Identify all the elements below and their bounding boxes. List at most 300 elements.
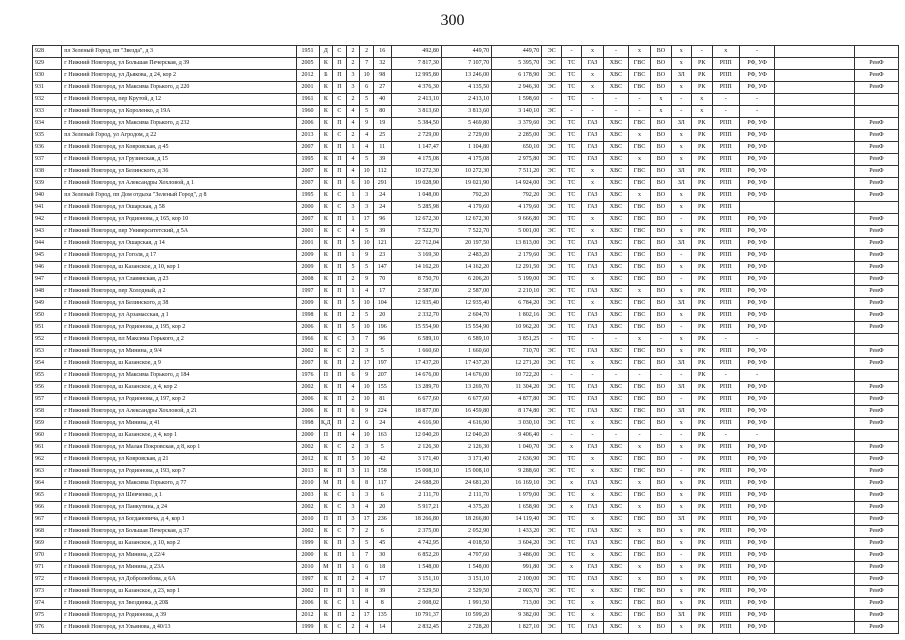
- cell-cold-water: ХВС: [603, 286, 628, 298]
- cell-cell-e: С: [333, 442, 347, 454]
- cell-reserve-fund: РФ, УФ: [739, 478, 775, 490]
- cell-residential-area: 1 979,00: [492, 490, 542, 502]
- cell-living-area: 7 107,70: [441, 58, 491, 70]
- cell-residential-area: 3 030,10: [492, 418, 542, 430]
- cell-heating: ТС: [562, 118, 582, 130]
- cell-total-area: 18 266,80: [391, 514, 441, 526]
- cell-gas: ГАЗ: [581, 478, 603, 490]
- cell-heating: ТС: [562, 166, 582, 178]
- cell-reserve-fund: РФ, УФ: [739, 298, 775, 310]
- cell-floors: 10: [360, 454, 374, 466]
- cell-row-number: 928: [33, 46, 62, 58]
- cell-blank: [775, 82, 854, 94]
- cell-gas: х: [581, 514, 603, 526]
- cell-year-built: 2000: [296, 202, 319, 214]
- cell-entrances: 6: [346, 478, 360, 490]
- cell-repair-plan: РПП: [712, 322, 739, 334]
- cell-apartments: 20: [373, 310, 391, 322]
- cell-garbage-chute: х: [671, 346, 691, 358]
- cell-apartments: 5: [373, 346, 391, 358]
- cell-heating: ТС: [562, 346, 582, 358]
- cell-gas: ГАЗ: [581, 442, 603, 454]
- cell-gas: х: [581, 298, 603, 310]
- cell-heating: ТС: [562, 394, 582, 406]
- cell-garbage-chute: ЗЛ: [671, 298, 691, 310]
- cell-year-built: 2002: [296, 442, 319, 454]
- cell-power-supply: ЭС: [542, 502, 562, 514]
- cell-cell-e: П: [333, 406, 347, 418]
- cell-cell-d: К: [319, 130, 333, 142]
- cell-reserve-fund: РФ, УФ: [739, 142, 775, 154]
- cell-cell-d: К: [319, 94, 333, 106]
- cell-garbage-chute: -: [671, 106, 691, 118]
- cell-living-area: 1 991,50: [441, 598, 491, 610]
- cell-address: г Нижний Новгород, ул Максима Горького, д 220: [62, 82, 296, 94]
- cell-power-supply: ЭС: [542, 610, 562, 622]
- cell-garbage-chute: ЗЛ: [671, 358, 691, 370]
- cell-roofing: РК: [691, 442, 712, 454]
- cell-living-area: 12 040,20: [441, 430, 491, 442]
- cell-power-supply: ЭС: [542, 106, 562, 118]
- cell-garbage-chute: х: [671, 502, 691, 514]
- cell-blank: [775, 118, 854, 130]
- cell-living-area: 2 604,70: [441, 310, 491, 322]
- cell-address: г Нижний Новгород, ул Максима Горького, д 77: [62, 478, 296, 490]
- table-body: [33, 46, 899, 634]
- cell-blank: [775, 394, 854, 406]
- cell-repair-fund: РемФ: [854, 310, 898, 322]
- cell-floors: 9: [360, 406, 374, 418]
- cell-heating: ТС: [562, 466, 582, 478]
- cell-living-area: 5 469,80: [441, 118, 491, 130]
- cell-living-area: 4 135,50: [441, 82, 491, 94]
- cell-power-supply: ЭС: [542, 142, 562, 154]
- cell-cell-e: П: [333, 574, 347, 586]
- cell-hot-water: -: [629, 94, 651, 106]
- cell-cold-water: ХВС: [603, 598, 628, 610]
- cell-repair-plan: РПП: [712, 478, 739, 490]
- cell-repair-fund: РемФ: [854, 262, 898, 274]
- cell-floors: 10: [360, 166, 374, 178]
- cell-cold-water: ХВС: [603, 322, 628, 334]
- cell-year-built: 2009: [296, 262, 319, 274]
- cell-repair-plan: РПП: [712, 190, 739, 202]
- cell-year-built: 2006: [296, 598, 319, 610]
- cell-floors: 4: [360, 142, 374, 154]
- cell-address: г Нижний Новгород, ул Звездинка, д 20Б: [62, 598, 296, 610]
- cell-hot-water: -: [629, 106, 651, 118]
- cell-repair-plan: -: [712, 370, 739, 382]
- cell-entrances: 2: [346, 58, 360, 70]
- cell-cold-water: ХВС: [603, 574, 628, 586]
- table-row: [33, 466, 899, 478]
- cell-entrances: 3: [346, 538, 360, 550]
- cell-sewerage: х: [650, 106, 671, 118]
- table-row: [33, 322, 899, 334]
- cell-cell-d: К: [319, 178, 333, 190]
- cell-address: г Нижний Новгород, ш Казанское, д 10, кор 1: [62, 262, 296, 274]
- cell-total-area: 1 660,60: [391, 346, 441, 358]
- cell-total-area: 3 171,40: [391, 454, 441, 466]
- cell-entrances: 2: [346, 94, 360, 106]
- cell-year-built: 2007: [296, 358, 319, 370]
- cell-gas: х: [581, 214, 603, 226]
- cell-entrances: 4: [346, 382, 360, 394]
- cell-floors: 2: [360, 526, 374, 538]
- cell-cell-e: П: [333, 394, 347, 406]
- cell-cell-e: П: [333, 358, 347, 370]
- cell-sewerage: ВО: [650, 454, 671, 466]
- cell-gas: -: [581, 334, 603, 346]
- cell-gas: ГАЗ: [581, 322, 603, 334]
- cell-blank: [775, 262, 854, 274]
- cell-hot-water: х: [629, 502, 651, 514]
- cell-heating: ТС: [562, 610, 582, 622]
- cell-entrances: 3: [346, 82, 360, 94]
- cell-entrances: 1: [346, 250, 360, 262]
- cell-repair-plan: РПП: [712, 250, 739, 262]
- cell-sewerage: ВО: [650, 610, 671, 622]
- cell-cell-e: С: [333, 130, 347, 142]
- cell-roofing: РК: [691, 610, 712, 622]
- cell-floors: 7: [360, 550, 374, 562]
- cell-row-number: 957: [33, 394, 62, 406]
- cell-apartments: 121: [373, 238, 391, 250]
- cell-heating: ТС: [562, 334, 582, 346]
- cell-heating: ТС: [562, 214, 582, 226]
- cell-power-supply: ЭС: [542, 250, 562, 262]
- cell-total-area: 24 688,20: [391, 478, 441, 490]
- cell-repair-plan: РПП: [712, 118, 739, 130]
- cell-floors: 10: [360, 322, 374, 334]
- cell-cell-d: К: [319, 202, 333, 214]
- cell-address: г Нижний Новгород, ул Ошарская, д 14: [62, 238, 296, 250]
- cell-hot-water: -: [629, 370, 651, 382]
- cell-cold-water: ХВС: [603, 58, 628, 70]
- cell-heating: х: [562, 562, 582, 574]
- cell-cell-e: С: [333, 502, 347, 514]
- cell-reserve-fund: -: [739, 334, 775, 346]
- cell-heating: ТС: [562, 514, 582, 526]
- cell-total-area: 12 040,20: [391, 430, 441, 442]
- cell-blank: [775, 442, 854, 454]
- cell-repair-plan: РПП: [712, 394, 739, 406]
- cell-living-area: 792,20: [441, 190, 491, 202]
- cell-total-area: 492,80: [391, 46, 441, 58]
- cell-cell-d: М: [319, 562, 333, 574]
- cell-repair-fund: РемФ: [854, 154, 898, 166]
- cell-living-area: 20 197,50: [441, 238, 491, 250]
- cell-heating: ТС: [562, 238, 582, 250]
- cell-power-supply: ЭС: [542, 226, 562, 238]
- table-row: [33, 274, 899, 286]
- cell-row-number: 931: [33, 82, 62, 94]
- cell-gas: х: [581, 46, 603, 58]
- cell-blank: [775, 502, 854, 514]
- cell-cell-e: П: [333, 310, 347, 322]
- cell-entrances: 2: [346, 610, 360, 622]
- cell-repair-plan: РПП: [712, 346, 739, 358]
- cell-living-area: 6 206,20: [441, 274, 491, 286]
- cell-garbage-chute: х: [671, 130, 691, 142]
- cell-residential-area: 10 962,20: [492, 322, 542, 334]
- cell-garbage-chute: ЗЛ: [671, 610, 691, 622]
- cell-blank: [775, 466, 854, 478]
- cell-entrances: 1: [346, 214, 360, 226]
- cell-blank: [775, 574, 854, 586]
- cell-floors: 5: [360, 538, 374, 550]
- cell-hot-water: ГВС: [629, 598, 651, 610]
- cell-floors: 5: [360, 226, 374, 238]
- cell-sewerage: ВО: [650, 262, 671, 274]
- cell-row-number: 942: [33, 214, 62, 226]
- cell-address: г Нижний Новгород, ул Родионова, д 195, кор 2: [62, 322, 296, 334]
- cell-total-area: 2 413,10: [391, 94, 441, 106]
- cell-row-number: 930: [33, 70, 62, 82]
- cell-entrances: 2: [346, 442, 360, 454]
- cell-blank: [775, 202, 854, 214]
- cell-residential-area: 3 379,60: [492, 118, 542, 130]
- cell-living-area: 3 171,40: [441, 454, 491, 466]
- cell-cold-water: ХВС: [603, 514, 628, 526]
- cell-floors: 3: [360, 202, 374, 214]
- cell-year-built: 2009: [296, 298, 319, 310]
- cell-sewerage: ВО: [650, 298, 671, 310]
- table-row: [33, 130, 899, 142]
- cell-apartments: 236: [373, 514, 391, 526]
- cell-apartments: 5: [373, 442, 391, 454]
- cell-repair-plan: РПП: [712, 70, 739, 82]
- cell-year-built: 2005: [296, 58, 319, 70]
- cell-year-built: 2012: [296, 454, 319, 466]
- cell-reserve-fund: РФ, УФ: [739, 322, 775, 334]
- table-row: [33, 382, 899, 394]
- cell-cold-water: ХВС: [603, 586, 628, 598]
- cell-cold-water: -: [603, 94, 628, 106]
- cell-gas: х: [581, 418, 603, 430]
- cell-repair-fund: РемФ: [854, 190, 898, 202]
- cell-repair-fund: [854, 202, 898, 214]
- cell-cell-d: К: [319, 214, 333, 226]
- cell-year-built: 1997: [296, 574, 319, 586]
- cell-garbage-chute: -: [671, 274, 691, 286]
- cell-power-supply: ЭС: [542, 418, 562, 430]
- cell-floors: 4: [360, 502, 374, 514]
- cell-heating: ТС: [562, 586, 582, 598]
- table-row: [33, 526, 899, 538]
- cell-entrances: 2: [346, 622, 360, 634]
- cell-year-built: 2002: [296, 382, 319, 394]
- cell-hot-water: ГВС: [629, 346, 651, 358]
- cell-sewerage: ВО: [650, 574, 671, 586]
- cell-cell-d: П: [319, 586, 333, 598]
- cell-cold-water: ХВС: [603, 70, 628, 82]
- cell-heating: ТС: [562, 298, 582, 310]
- cell-living-area: 19 021,90: [441, 178, 491, 190]
- cell-cold-water: ХВС: [603, 250, 628, 262]
- cell-cell-d: К: [319, 118, 333, 130]
- cell-residential-area: 1 827,10: [492, 622, 542, 634]
- cell-residential-area: 8 174,80: [492, 406, 542, 418]
- cell-cell-d: М: [319, 478, 333, 490]
- cell-reserve-fund: РФ, УФ: [739, 262, 775, 274]
- cell-residential-area: 991,80: [492, 562, 542, 574]
- cell-roofing: РК: [691, 466, 712, 478]
- cell-gas: х: [581, 490, 603, 502]
- cell-cold-water: -: [603, 334, 628, 346]
- cell-address: г Нижний Новгород, ул Минина, д 22/4: [62, 550, 296, 562]
- cell-row-number: 967: [33, 514, 62, 526]
- cell-gas: ГАЗ: [581, 538, 603, 550]
- cell-power-supply: ЭС: [542, 238, 562, 250]
- cell-gas: х: [581, 454, 603, 466]
- cell-blank: [775, 526, 854, 538]
- cell-hot-water: ГВС: [629, 490, 651, 502]
- cell-reserve-fund: -: [739, 46, 775, 58]
- cell-heating: ТС: [562, 130, 582, 142]
- cell-garbage-chute: х: [671, 286, 691, 298]
- cell-garbage-chute: х: [671, 190, 691, 202]
- cell-residential-area: 2 179,60: [492, 250, 542, 262]
- table-row: [33, 58, 899, 70]
- cell-cold-water: -: [603, 430, 628, 442]
- cell-row-number: 945: [33, 250, 62, 262]
- cell-cell-d: К: [319, 382, 333, 394]
- cell-address: г Нижний Новгород, ул Ковровская, д 45: [62, 142, 296, 154]
- cell-row-number: 953: [33, 346, 62, 358]
- cell-hot-water: х: [629, 442, 651, 454]
- cell-hot-water: ГВС: [629, 454, 651, 466]
- cell-address: г Нижний Новгород, ул Максима Горького, д 184: [62, 370, 296, 382]
- cell-repair-fund: РемФ: [854, 82, 898, 94]
- cell-roofing: РК: [691, 526, 712, 538]
- cell-gas: ГАЗ: [581, 130, 603, 142]
- cell-apartments: 19: [373, 118, 391, 130]
- cell-residential-area: 650,10: [492, 142, 542, 154]
- cell-heating: ТС: [562, 58, 582, 70]
- table-row: [33, 70, 899, 82]
- cell-cold-water: ХВС: [603, 130, 628, 142]
- cell-address: г Нижний Новгород, ул Добролюбова, д 6А: [62, 574, 296, 586]
- cell-cell-d: К: [319, 454, 333, 466]
- cell-sewerage: ВО: [650, 58, 671, 70]
- cell-repair-fund: [854, 370, 898, 382]
- cell-reserve-fund: РФ, УФ: [739, 550, 775, 562]
- cell-repair-fund: РемФ: [854, 382, 898, 394]
- cell-power-supply: ЭС: [542, 310, 562, 322]
- cell-sewerage: ВО: [650, 346, 671, 358]
- cell-garbage-chute: х: [671, 142, 691, 154]
- cell-blank: [775, 586, 854, 598]
- cell-row-number: 952: [33, 334, 62, 346]
- cell-living-area: 2 729,00: [441, 130, 491, 142]
- cell-roofing: РК: [691, 622, 712, 634]
- cell-total-area: 8 750,70: [391, 274, 441, 286]
- cell-cold-water: ХВС: [603, 394, 628, 406]
- cell-entrances: 2: [346, 418, 360, 430]
- cell-cell-d: К: [319, 466, 333, 478]
- cell-repair-plan: РПП: [712, 466, 739, 478]
- cell-cold-water: -: [603, 370, 628, 382]
- cell-reserve-fund: РФ, УФ: [739, 442, 775, 454]
- cell-cold-water: ХВС: [603, 298, 628, 310]
- cell-year-built: 2000: [296, 430, 319, 442]
- cell-roofing: РК: [691, 382, 712, 394]
- cell-blank: [775, 214, 854, 226]
- cell-gas: ГАЗ: [581, 262, 603, 274]
- cell-heating: ТС: [562, 358, 582, 370]
- cell-cold-water: ХВС: [603, 154, 628, 166]
- cell-entrances: 3: [346, 466, 360, 478]
- cell-hot-water: х: [629, 622, 651, 634]
- cell-hot-water: ГВС: [629, 358, 651, 370]
- cell-cell-e: П: [333, 238, 347, 250]
- cell-cell-e: С: [333, 94, 347, 106]
- cell-roofing: РК: [691, 550, 712, 562]
- cell-hot-water: ГВС: [629, 610, 651, 622]
- cell-roofing: РК: [691, 190, 712, 202]
- cell-entrances: 2: [346, 310, 360, 322]
- table-row: [33, 490, 899, 502]
- cell-cell-d: К: [319, 622, 333, 634]
- cell-cell-d: Б: [319, 70, 333, 82]
- cell-sewerage: ВО: [650, 286, 671, 298]
- cell-entrances: 5: [346, 262, 360, 274]
- cell-total-area: 2 832,45: [391, 622, 441, 634]
- cell-gas: ГАЗ: [581, 562, 603, 574]
- cell-residential-area: 9 406,40: [492, 430, 542, 442]
- cell-address: г Нижний Новгород, пер Холодный, д 2: [62, 286, 296, 298]
- cell-row-number: 936: [33, 142, 62, 154]
- cell-total-area: 5 917,21: [391, 502, 441, 514]
- cell-year-built: 2006: [296, 394, 319, 406]
- cell-repair-plan: РПП: [712, 310, 739, 322]
- table-row: [33, 310, 899, 322]
- cell-living-area: 3 813,60: [441, 106, 491, 118]
- cell-cell-d: К: [319, 598, 333, 610]
- cell-garbage-chute: х: [671, 418, 691, 430]
- cell-entrances: 3: [346, 502, 360, 514]
- cell-hot-water: -: [629, 430, 651, 442]
- cell-roofing: РК: [691, 478, 712, 490]
- cell-heating: ТС: [562, 70, 582, 82]
- cell-reserve-fund: РФ, УФ: [739, 190, 775, 202]
- cell-repair-fund: РемФ: [854, 538, 898, 550]
- cell-repair-fund: РемФ: [854, 130, 898, 142]
- cell-reserve-fund: РФ, УФ: [739, 418, 775, 430]
- cell-hot-water: х: [629, 46, 651, 58]
- cell-year-built: 1960: [296, 106, 319, 118]
- cell-heating: ТС: [562, 490, 582, 502]
- cell-apartments: 8: [373, 598, 391, 610]
- cell-blank: [775, 286, 854, 298]
- cell-roofing: РК: [691, 298, 712, 310]
- cell-sewerage: ВО: [650, 202, 671, 214]
- cell-address: пл Зеленый Город, пп "Звезда", д 3: [62, 46, 296, 58]
- cell-cell-d: К: [319, 406, 333, 418]
- cell-total-area: 2 729,00: [391, 130, 441, 142]
- cell-floors: 5: [360, 310, 374, 322]
- cell-repair-fund: РемФ: [854, 238, 898, 250]
- cell-living-area: 4 797,60: [441, 550, 491, 562]
- cell-residential-area: 3 851,25: [492, 334, 542, 346]
- cell-repair-plan: РПП: [712, 598, 739, 610]
- cell-roofing: РК: [691, 370, 712, 382]
- cell-sewerage: ВО: [650, 118, 671, 130]
- cell-sewerage: -: [650, 334, 671, 346]
- cell-garbage-chute: -: [671, 454, 691, 466]
- cell-garbage-chute: -: [671, 214, 691, 226]
